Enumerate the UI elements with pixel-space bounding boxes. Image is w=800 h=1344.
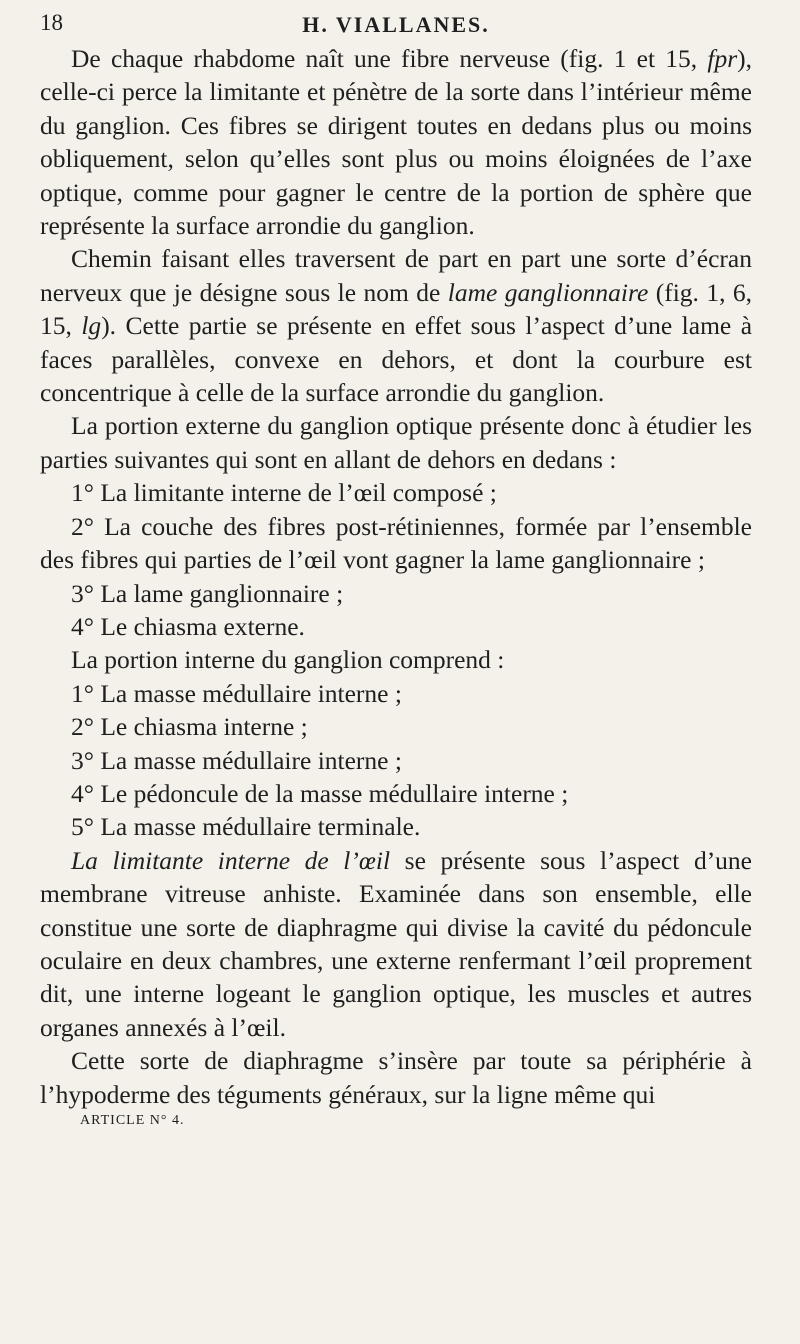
text-run: (fig. 1, 6, 15, [40, 277, 752, 341]
page-number: 18 [40, 10, 63, 35]
text-run: ). Cette partie se présente en effet sous l’aspect d’une lame à faces parallèles, convexe en dehors, et dont la courbure est concentrique à celle de la surface arrondie du ganglion. [40, 311, 753, 408]
list-item-interne-5: 5° La masse médullaire terminale. [71, 812, 421, 842]
list-item-interne-3: 3° La masse médullaire interne ; [71, 745, 402, 775]
text-run: Chemin faisant elles traversent de part en part une sorte d’écran nerveux que je désigne sous le nom de [40, 244, 752, 307]
list-item-interne-1: 1° La masse médullaire interne ; [71, 678, 402, 708]
figure-label: fpr [707, 44, 738, 73]
list-item-externe-2: 2° La couche des fibres post-rétiniennes, formée par l’ensemble des fibres qui parties de l’œil vont gagner la lame ganglionnaire ; [40, 511, 752, 575]
figure-label: lg [81, 311, 102, 341]
paragraph-portion-interne: La portion interne du ganglion comprend : [71, 645, 505, 675]
body-text [40, 42, 752, 1111]
list-item-interne-2: 2° Le chiasma interne ; [71, 712, 308, 742]
running-head [40, 10, 752, 38]
list-item-externe-3: 3° La lame ganglionnaire ; [71, 578, 344, 608]
text-run: ), celle-ci perce la limitante et pénètre de la sorte dans l’intérieur même du ganglion. Ces fibres se dirigent toutes en dedans plus ou moins obliquement, selon qu’elles sont plus ou moins éloignées de l’axe optique, comme pour gagner le centre de la portion de sphère que représente la surface arrondie du ganglion. [40, 44, 752, 241]
text-run: De chaque rhabdome naît une fibre nerveuse (fig. 1 et 15, [71, 44, 708, 73]
list-item-interne-4: 4° Le pédoncule de la masse médullaire interne ; [71, 778, 569, 808]
footer-signature: ARTICLE N° 4. [80, 1113, 185, 1128]
paragraph-diaphragme: Cette sorte de diaphragme s’insère par toute sa périphérie à l’hypoderme des téguments généraux, sur la ligne même qui [40, 1046, 752, 1109]
text-run: se présente sous l’aspect d’une membrane vitreuse anhiste. Examinée dans son ensemble, elle constitue une sorte de diaphragme qui divise la cavité du pédoncule oculaire en deux chambres, une externe renfermant l’œil proprement dit, une interne logeant le ganglion optique, les muscles et autres organes annexés à l’œil. [40, 845, 752, 1042]
paragraph-fibres [40, 42, 752, 242]
paragraph-portion-externe: La portion externe du ganglion optique présente donc à étudier les parties suivantes qui sont en allant de dehors en dedans : [40, 411, 752, 474]
section-heading-limitante: La limitante interne de l’œil [71, 845, 391, 875]
term-lame-ganglionnaire: lame ganglionnaire [447, 277, 649, 307]
running-title: H. VIALLANES. [302, 12, 490, 37]
paragraph-lame [40, 242, 752, 409]
paragraph-limitante [40, 844, 752, 1044]
list-item-externe-4: 4° Le chiasma externe. [71, 611, 305, 641]
list-item-externe-1: 1° La limitante interne de l’œil composé ; [71, 478, 497, 508]
